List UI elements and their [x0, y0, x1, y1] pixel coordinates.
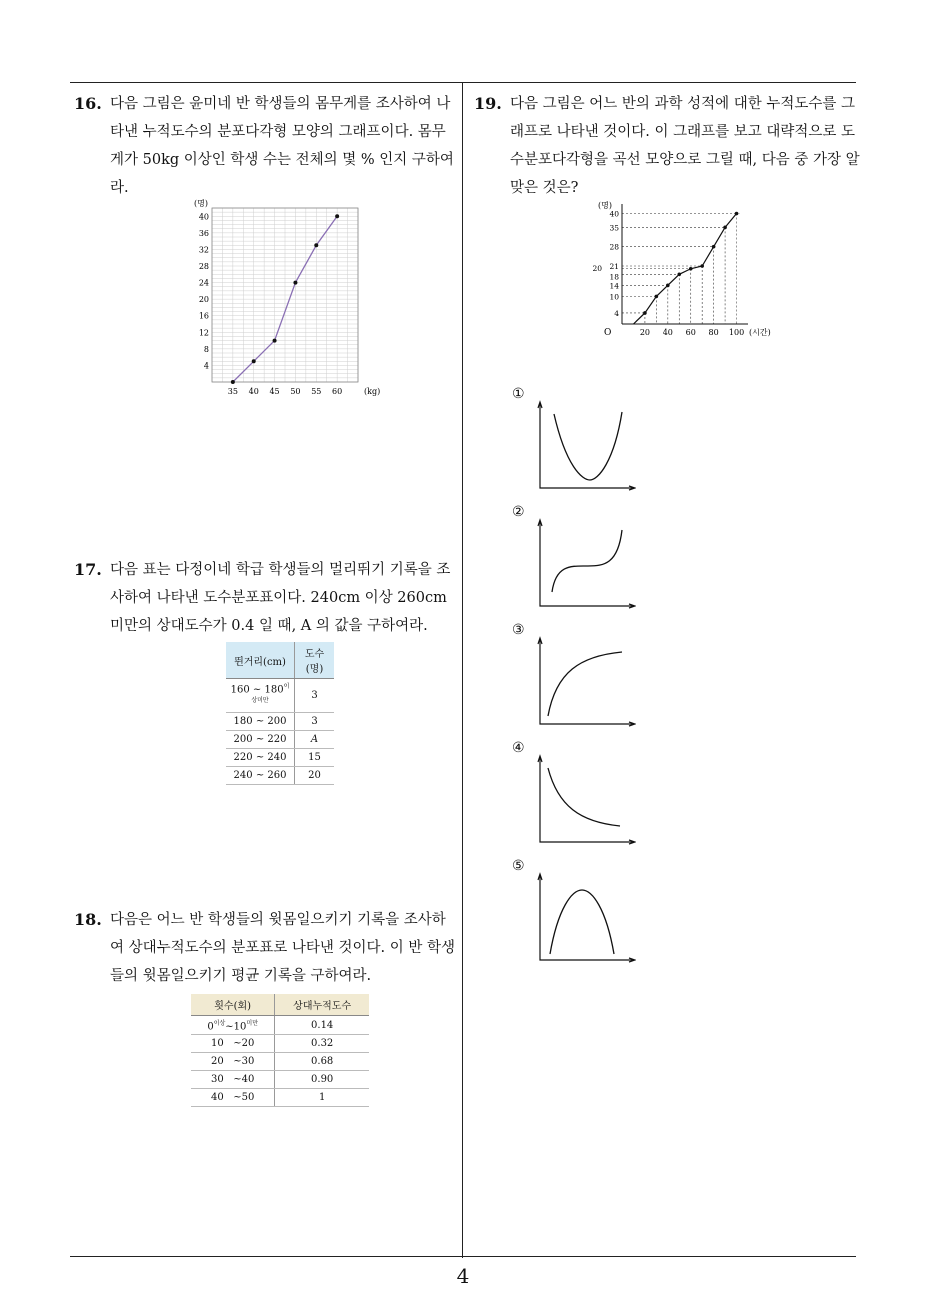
weight-cumulative-chart: [190, 196, 390, 400]
table-row: [191, 1035, 369, 1053]
y-tick-label: 20: [592, 263, 602, 273]
data-point: [314, 243, 318, 247]
problem-text: 다음 표는 다정이네 학급 학생들의 멀리뛰기 기록을 조사하여 나타낸 도수분포표이다. 240cm 이상 260cm 미만의 상대도수가 0.4 일 때, A 의 값을 구하여라.: [110, 562, 451, 634]
x-tick-label: 50: [290, 387, 301, 396]
y-tick-label: 16: [198, 311, 209, 321]
data-point: [655, 295, 659, 299]
table-row: [226, 766, 334, 784]
table-row: [191, 1053, 369, 1071]
choice-curve: [532, 514, 636, 610]
table-row: [191, 1071, 369, 1089]
problem-16: [74, 90, 458, 202]
choice-mark: ④: [512, 740, 525, 756]
y-tick-label: 36: [198, 228, 209, 238]
data-point: [723, 226, 727, 230]
problem-text: 다음은 어느 반 학생들의 윗몸일으키기 기록을 조사하여 상대누적도수의 분포표로 나타낸 것이다. 이 반 학생들의 윗몸일으키기 평균 기록을 구하여라.: [110, 912, 456, 984]
x-tick-label: 100: [728, 328, 745, 337]
y-tick-label: 12: [198, 328, 209, 338]
y-tick-label: 21: [609, 262, 619, 271]
data-point: [700, 264, 704, 268]
range-cell: 220 ~ 240: [226, 748, 295, 766]
choice-curve: [532, 868, 636, 964]
jump-frequency-table: [226, 642, 334, 785]
x-tick-label: 60: [685, 328, 696, 337]
range-cell: $0^{이상}\sim 10^{미만}$: [191, 1016, 275, 1035]
range-cell: 10 ~20: [191, 1035, 275, 1053]
y-tick-label: 28: [609, 242, 619, 252]
y-tick-label: 24: [198, 278, 209, 288]
range-cell: 20 ~30: [191, 1053, 275, 1071]
table-row: [226, 730, 334, 748]
table-row: [226, 748, 334, 766]
x-axis-label: (시간): [749, 328, 771, 337]
problem-number: 19.: [474, 94, 502, 113]
range-cell: 240 ~ 260: [226, 766, 295, 784]
situp-relative-cumulative-table: [191, 994, 369, 1107]
problem-18: [74, 906, 458, 990]
x-tick-label: 35: [227, 387, 238, 396]
data-point: [712, 245, 716, 249]
range-cell: 40 ~50: [191, 1089, 275, 1107]
y-tick-label: 32: [198, 245, 209, 255]
data-point: [252, 359, 256, 363]
choice-curve: [532, 750, 636, 846]
problem-number: 17.: [74, 560, 102, 579]
freq-cell: 3: [295, 679, 334, 713]
y-tick-label: 4: [203, 361, 209, 371]
y-tick-label: 40: [198, 212, 209, 222]
freq-cell: 3: [295, 712, 334, 730]
table-header: 횟수(회): [191, 994, 275, 1016]
value-cell: 0.14: [275, 1016, 369, 1035]
problem-text: 다음 그림은 어느 반의 과학 성적에 대한 누적도수를 그래프로 나타낸 것이다. 이 그래프를 보고 대략적으로 도수분포다각형을 곡선 모양으로 그릴 때, 다음 중 가장 알맞은 것은?: [510, 96, 860, 196]
table-header: 뛴거리(cm): [226, 642, 295, 679]
problem-text: 다음 그림은 윤미네 반 학생들의 몸무게를 조사하여 나타낸 누적도수의 분포다각형 모양의 그래프이다. 몸무게가 50kg 이상인 학생 수는 전체의 몇 % 인지 구하여라.: [110, 96, 454, 196]
table-row: [226, 712, 334, 730]
choice-curve: [532, 396, 636, 492]
choice-mark: ⑤: [512, 858, 525, 874]
data-point: [666, 284, 670, 288]
range-note: 미만: [257, 697, 269, 705]
data-point: [335, 214, 339, 218]
data-point: [273, 339, 277, 343]
data-point: [735, 212, 739, 216]
y-tick-label: 40: [609, 209, 619, 219]
y-axis-label: (명): [194, 199, 208, 208]
y-tick-label: 18: [609, 272, 619, 282]
table-row: [226, 679, 334, 713]
data-point: [643, 311, 647, 315]
value-cell: 0.90: [275, 1071, 369, 1089]
range-cell: 180 ~ 200: [226, 712, 295, 730]
series-line: [633, 214, 736, 324]
y-tick-label: 35: [609, 223, 619, 233]
problem-17: [74, 556, 458, 640]
range-cell: 160 ~ $180^{이상미만}$: [226, 679, 295, 713]
bottom-rule: [70, 1256, 856, 1257]
choice-mark: ①: [512, 386, 525, 402]
data-point: [231, 380, 235, 384]
choice-mark: ②: [512, 504, 525, 520]
value-cell: 0.32: [275, 1035, 369, 1053]
x-tick-label: 40: [248, 387, 259, 396]
y-tick-label: 14: [609, 281, 619, 291]
range-note: 미만: [246, 1020, 258, 1027]
x-tick-label: 20: [639, 328, 651, 337]
value-cell: 1: [275, 1089, 369, 1107]
table-header: 상대누적도수: [275, 994, 369, 1016]
y-tick-label: 4: [614, 308, 619, 318]
problem-number: 16.: [74, 94, 102, 113]
x-tick-label: 80: [708, 328, 719, 337]
range-note: 이상: [251, 683, 290, 705]
origin-label: O: [604, 328, 612, 338]
y-tick-label: 28: [198, 262, 209, 271]
table-row: [191, 1089, 369, 1107]
range-cell: 200 ~ 220: [226, 730, 295, 748]
y-tick-label: 8: [203, 344, 209, 354]
freq-cell: A: [295, 730, 334, 748]
choice-mark: ③: [512, 622, 525, 638]
data-point: [677, 272, 681, 276]
value-cell: 0.68: [275, 1053, 369, 1071]
y-axis-label: (명): [598, 201, 612, 210]
y-tick-label: 20: [198, 295, 209, 305]
science-cumulative-chart: [588, 198, 788, 346]
problem-number: 18.: [74, 910, 102, 929]
table-header: 도수(명): [295, 642, 334, 679]
top-rule: [70, 82, 856, 83]
data-point: [293, 281, 297, 285]
y-tick-label: 10: [609, 292, 619, 302]
x-tick-label: 40: [662, 328, 673, 337]
choice-curve: [532, 632, 636, 728]
column-divider: [462, 82, 463, 1258]
range-cell: 30 ~40: [191, 1071, 275, 1089]
x-tick-label: 55: [311, 387, 322, 396]
range-note: 이상: [213, 1020, 226, 1027]
page-number: 4: [456, 1264, 470, 1288]
table-row: [191, 1016, 369, 1035]
freq-cell: 20: [295, 766, 334, 784]
x-axis-label: (kg): [364, 387, 381, 396]
problem-19: [474, 90, 864, 202]
x-tick-label: 45: [269, 387, 280, 396]
data-point: [689, 267, 693, 271]
x-tick-label: 60: [332, 387, 343, 396]
freq-cell: 15: [295, 748, 334, 766]
